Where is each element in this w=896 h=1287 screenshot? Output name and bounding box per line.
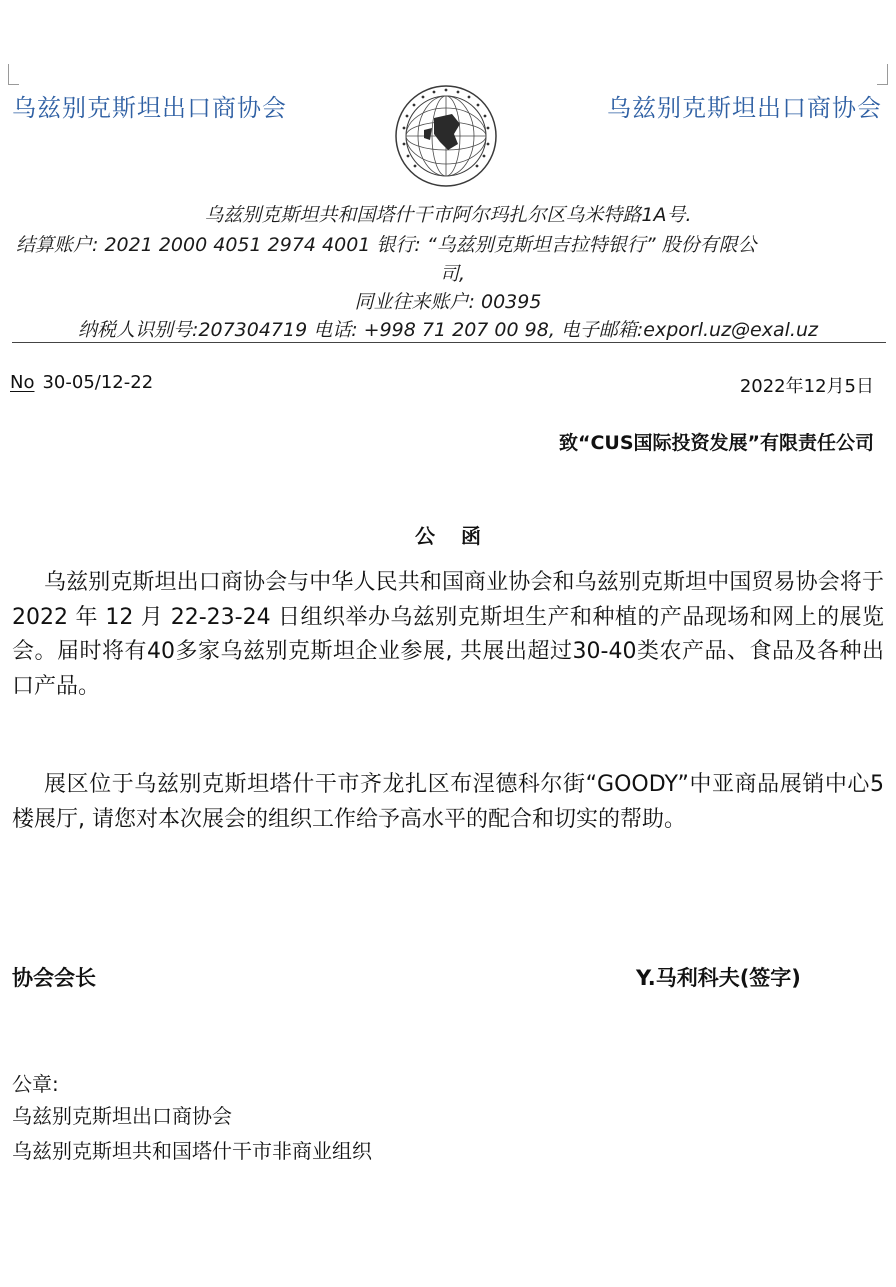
org-name-left: 乌兹别克斯坦出口商协会 (12, 94, 287, 122)
org-name-right: 乌兹别克斯坦出口商协会 (607, 94, 882, 122)
doc-no-value: 30-05/12-22 (42, 372, 154, 393)
document-number (10, 372, 153, 393)
correspondent-account-line: 同业往来账户: 00395 (354, 291, 542, 313)
corner-mark-left (8, 64, 19, 85)
signatory-name: Y.马利科夫(签字) (636, 966, 801, 990)
signatory-title: 协会会长 (12, 966, 96, 990)
seal-line: 乌兹别克斯坦出口商协会 (12, 1104, 232, 1128)
address-line: 乌兹别克斯坦共和国塔什干市阿尔玛扎尔区乌米特路1A号. (204, 204, 692, 226)
contact-line: 纳税人识别号:207304719 电话: +998 71 207 00 98, 电子邮箱:exporl.uz@exal.uz (78, 319, 818, 341)
body-paragraph-2: 展区位于乌兹别克斯坦塔什干市齐龙扎区布涅德科尔街“GOODY”中亚商品展销中心5楼展厅, 请您对本次展会的组织工作给予高水平的配合和切实的帮助。 (12, 772, 884, 832)
corner-mark-right (877, 64, 888, 85)
header-divider (12, 342, 886, 343)
document-date: 2022年12月5日 (739, 376, 874, 397)
doc-no-label: No (10, 372, 35, 393)
globe-emblem-icon (394, 84, 498, 188)
body-paragraph-1: 乌兹别克斯坦出口商协会与中华人民共和国商业协会和乌兹别克斯坦中国贸易协会将于 2022 年 12 月 22-23-24 日组织举办乌兹别克斯坦生产和种植的产品现场和网上的展览会。届时将有40多家乌兹别克斯坦企业参展, 共展出超过30-40类农产品、食品及各种出口产品。 (12, 570, 884, 699)
recipient: 致“CUS国际投资发展”有限责任公司 (558, 432, 874, 454)
seal-label: 公章: (12, 1072, 59, 1096)
bank-account-line-cont: 司, (440, 263, 466, 285)
bank-account-line: 结算账户: 2021 2000 4051 2974 4001 银行: “乌兹别克斯坦吉拉特银行” 股份有限公 (16, 234, 757, 256)
seal-line: 乌兹别克斯坦共和国塔什干市非商业组织 (12, 1139, 372, 1163)
letter-title: 公函 (415, 524, 507, 548)
